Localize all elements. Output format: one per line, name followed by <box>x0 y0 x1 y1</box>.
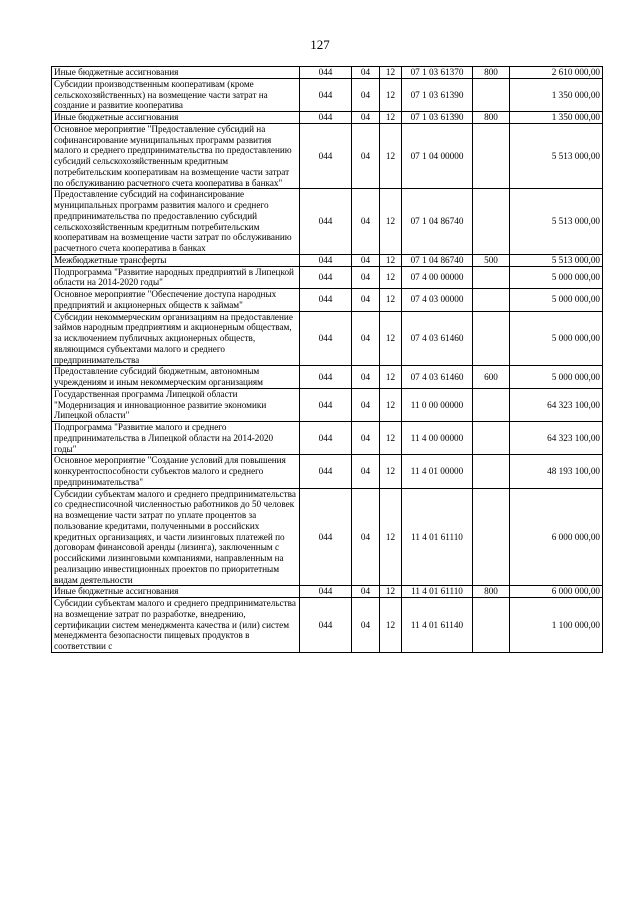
amount-cell: 5 000 000,00 <box>510 311 603 366</box>
amount-cell: 64 323 100,00 <box>510 388 603 421</box>
amount-cell: 2 610 000,00 <box>510 67 603 79</box>
table-row <box>52 598 603 653</box>
ministry-code-cell: 044 <box>300 289 352 312</box>
expense-type-cell: 500 <box>473 254 510 266</box>
row-name-cell: Субсидии субъектам малого и среднего предпринимательства со среднесписочной численностью работников до 50 человек на возмещение части затрат по уплате процентов за пользование кредитами, полученными в российских кредитных организациях, и части лизинговых платежей по договорам финансовой аренды (лизинга), заключенным с российскими лизинговыми компаниями, направленным на реализацию инвестиционных проектов по приоритетным видам деятельности <box>52 488 300 586</box>
section-code-cell: 04 <box>352 123 380 189</box>
table-row <box>52 366 603 389</box>
ministry-code-cell: 044 <box>300 586 352 598</box>
target-article-cell: 07 1 04 00000 <box>402 123 473 189</box>
section-code-cell: 04 <box>352 112 380 124</box>
target-article-cell: 11 0 00 00000 <box>402 388 473 421</box>
ministry-code-cell: 044 <box>300 598 352 653</box>
section-code-cell: 04 <box>352 311 380 366</box>
amount-cell: 1 350 000,00 <box>510 112 603 124</box>
table-row <box>52 67 603 79</box>
subsection-code-cell: 12 <box>380 388 402 421</box>
amount-cell: 5 513 000,00 <box>510 123 603 189</box>
expense-type-cell: 800 <box>473 586 510 598</box>
amount-cell: 5 513 000,00 <box>510 254 603 266</box>
table-row <box>52 488 603 586</box>
target-article-cell: 11 4 01 61110 <box>402 488 473 586</box>
target-article-cell: 07 1 03 61370 <box>402 67 473 79</box>
section-code-cell: 04 <box>352 366 380 389</box>
ministry-code-cell: 044 <box>300 388 352 421</box>
amount-cell: 6 000 000,00 <box>510 586 603 598</box>
amount-cell: 48 193 100,00 <box>510 455 603 488</box>
subsection-code-cell: 12 <box>380 422 402 455</box>
row-name-cell: Иные бюджетные ассигнования <box>52 112 300 124</box>
amount-cell: 5 513 000,00 <box>510 189 603 255</box>
row-name-cell: Основное мероприятие "Обеспечение доступа народных предприятий и акционерных обществ к займам" <box>52 289 300 312</box>
row-name-cell: Субсидии производственным кооперативам (кроме сельскохозяйственных) на возмещение части затрат на создание и развитие кооператива <box>52 78 300 111</box>
expense-type-cell <box>473 266 510 289</box>
table-row <box>52 123 603 189</box>
row-name-cell: Субсидии субъектам малого и среднего предпринимательства на возмещение затрат по разработке, внедрению, сертификации систем менеджмента качества и (или) систем менеджмента безопасности пищевых продуктов в соответствии с <box>52 598 300 653</box>
row-name-cell: Подпрограмма "Развитие малого и среднего предпринимательства в Липецкой области на 2014-2020 годы" <box>52 422 300 455</box>
table-row <box>52 254 603 266</box>
table-row <box>52 78 603 111</box>
amount-cell: 5 000 000,00 <box>510 289 603 312</box>
ministry-code-cell: 044 <box>300 266 352 289</box>
section-code-cell: 04 <box>352 189 380 255</box>
row-name-cell: Основное мероприятие "Предоставление субсидий на софинансирование муниципальных программ развития малого и среднего предпринимательства по предоставлению субсидий сельскохозяйственным кредитным потребительским кооперативам на возмещение части затрат по обслуживанию расчетного счета кооператива в банках" <box>52 123 300 189</box>
table-row <box>52 189 603 255</box>
expense-type-cell <box>473 388 510 421</box>
section-code-cell: 04 <box>352 266 380 289</box>
ministry-code-cell: 044 <box>300 366 352 389</box>
table-row <box>52 455 603 488</box>
section-code-cell: 04 <box>352 586 380 598</box>
subsection-code-cell: 12 <box>380 78 402 111</box>
amount-cell: 64 323 100,00 <box>510 422 603 455</box>
section-code-cell: 04 <box>352 422 380 455</box>
subsection-code-cell: 12 <box>380 112 402 124</box>
section-code-cell: 04 <box>352 289 380 312</box>
expense-type-cell <box>473 598 510 653</box>
subsection-code-cell: 12 <box>380 67 402 79</box>
amount-cell: 5 000 000,00 <box>510 366 603 389</box>
budget-table-body <box>52 67 603 653</box>
row-name-cell: Предоставление субсидий бюджетным, автономным учреждениям и иным некоммерческим организациям <box>52 366 300 389</box>
row-name-cell: Государственная программа Липецкой области "Модернизация и инновационное развитие экономики Липецкой области" <box>52 388 300 421</box>
target-article-cell: 11 4 01 00000 <box>402 455 473 488</box>
target-article-cell: 11 4 00 00000 <box>402 422 473 455</box>
amount-cell: 1 100 000,00 <box>510 598 603 653</box>
ministry-code-cell: 044 <box>300 488 352 586</box>
subsection-code-cell: 12 <box>380 366 402 389</box>
table-row <box>52 289 603 312</box>
table-row <box>52 266 603 289</box>
expense-type-cell: 600 <box>473 366 510 389</box>
expense-type-cell <box>473 311 510 366</box>
expense-type-cell <box>473 289 510 312</box>
subsection-code-cell: 12 <box>380 598 402 653</box>
target-article-cell: 07 1 04 86740 <box>402 254 473 266</box>
subsection-code-cell: 12 <box>380 586 402 598</box>
expense-type-cell <box>473 422 510 455</box>
page-number: 127 <box>310 37 330 52</box>
target-article-cell: 11 4 01 61140 <box>402 598 473 653</box>
section-code-cell: 04 <box>352 455 380 488</box>
expense-type-cell: 800 <box>473 67 510 79</box>
section-code-cell: 04 <box>352 78 380 111</box>
target-article-cell: 07 4 03 61460 <box>402 366 473 389</box>
target-article-cell: 11 4 01 61110 <box>402 586 473 598</box>
target-article-cell: 07 1 03 61390 <box>402 112 473 124</box>
ministry-code-cell: 044 <box>300 189 352 255</box>
subsection-code-cell: 12 <box>380 311 402 366</box>
subsection-code-cell: 12 <box>380 123 402 189</box>
table-row <box>52 422 603 455</box>
expense-type-cell <box>473 488 510 586</box>
subsection-code-cell: 12 <box>380 289 402 312</box>
amount-cell: 5 000 000,00 <box>510 266 603 289</box>
section-code-cell: 04 <box>352 67 380 79</box>
amount-cell: 1 350 000,00 <box>510 78 603 111</box>
target-article-cell: 07 4 03 61460 <box>402 311 473 366</box>
expense-type-cell <box>473 78 510 111</box>
section-code-cell: 04 <box>352 598 380 653</box>
row-name-cell: Подпрограмма "Развитие народных предприятий в Липецкой области на 2014-2020 годы" <box>52 266 300 289</box>
section-code-cell: 04 <box>352 254 380 266</box>
row-name-cell: Субсидии некоммерческим организациям на предоставление займов народным предприятиям и акционерным обществам, за исключением публичных акционерных обществ, являющимся субъектами малого и среднего предпринимательства <box>52 311 300 366</box>
expense-type-cell: 800 <box>473 112 510 124</box>
subsection-code-cell: 12 <box>380 266 402 289</box>
table-row <box>52 112 603 124</box>
ministry-code-cell: 044 <box>300 67 352 79</box>
target-article-cell: 07 1 03 61390 <box>402 78 473 111</box>
subsection-code-cell: 12 <box>380 488 402 586</box>
subsection-code-cell: 12 <box>380 189 402 255</box>
target-article-cell: 07 4 03 00000 <box>402 289 473 312</box>
table-row <box>52 311 603 366</box>
row-name-cell: Предоставление субсидий на софинансирование муниципальных программ развития малого и среднего предпринимательства по предоставлению субсидий сельскохозяйственным кредитным потребительским кооперативам на возмещение части затрат по обслуживанию расчетного счета кооператива в банках <box>52 189 300 255</box>
expense-type-cell <box>473 455 510 488</box>
ministry-code-cell: 044 <box>300 123 352 189</box>
subsection-code-cell: 12 <box>380 455 402 488</box>
expense-type-cell <box>473 189 510 255</box>
target-article-cell: 07 4 00 00000 <box>402 266 473 289</box>
ministry-code-cell: 044 <box>300 112 352 124</box>
ministry-code-cell: 044 <box>300 254 352 266</box>
section-code-cell: 04 <box>352 488 380 586</box>
row-name-cell: Иные бюджетные ассигнования <box>52 586 300 598</box>
row-name-cell: Межбюджетные трансферты <box>52 254 300 266</box>
section-code-cell: 04 <box>352 388 380 421</box>
ministry-code-cell: 044 <box>300 422 352 455</box>
amount-cell: 6 000 000,00 <box>510 488 603 586</box>
table-row <box>52 586 603 598</box>
ministry-code-cell: 044 <box>300 311 352 366</box>
row-name-cell: Основное мероприятие "Создание условий для повышения конкурентоспособности субъектов малого и среднего предпринимательства" <box>52 455 300 488</box>
budget-table <box>51 66 603 653</box>
row-name-cell: Иные бюджетные ассигнования <box>52 67 300 79</box>
subsection-code-cell: 12 <box>380 254 402 266</box>
ministry-code-cell: 044 <box>300 455 352 488</box>
ministry-code-cell: 044 <box>300 78 352 111</box>
table-row <box>52 388 603 421</box>
expense-type-cell <box>473 123 510 189</box>
target-article-cell: 07 1 04 86740 <box>402 189 473 255</box>
